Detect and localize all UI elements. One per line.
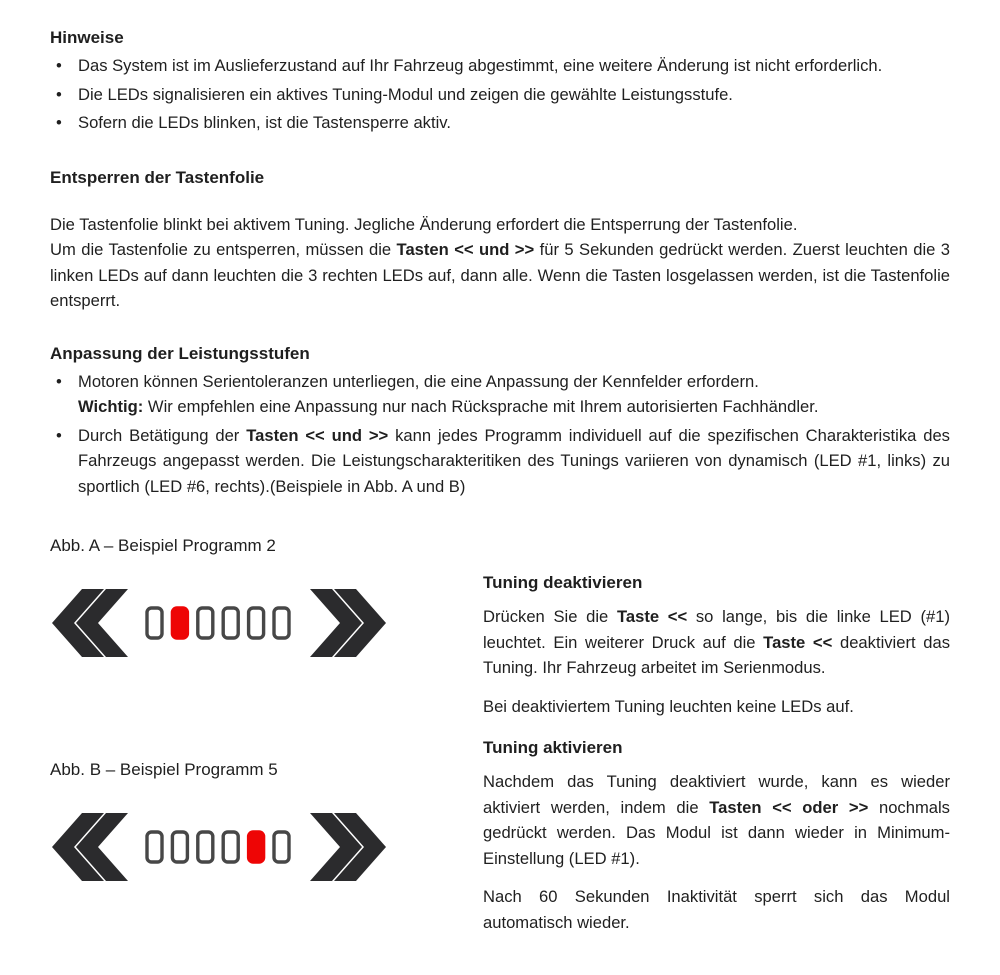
hinweise-list [50, 53, 950, 136]
led-inactive-icon [249, 608, 264, 638]
led-inactive-icon [223, 608, 238, 638]
text-segment: nochmals gedrückt werden. Das Modul ist dann wieder in Minimum-Einstellung (LED #1). [483, 797, 950, 868]
section-title-hinweise: Hinweise [50, 28, 124, 47]
paragraph [483, 769, 950, 871]
text-segment-bold: Tasten << und >> [396, 240, 535, 259]
text-segment: so lange, bis die linke LED (#1) leuchtet. Ein weiterer Druck auf die [483, 607, 950, 652]
text-segment-bold: Tasten << und >> [246, 425, 389, 445]
led-inactive-icon [274, 832, 289, 862]
led-inactive-icon [198, 832, 213, 862]
led-active-icon [172, 608, 187, 638]
paragraph: Nach 60 Sekunden Inaktivität sperrt sich das Modul automatisch wieder. [483, 887, 950, 932]
text-segment-bold: Wichtig: [78, 397, 144, 416]
text-segment: Durch Betätigung der [78, 425, 247, 445]
text-segment: Um die Tastenfolie zu entsperren, müssen die [50, 240, 397, 259]
section-title-entsperren: Entsperren der Tastenfolie [50, 167, 265, 187]
paragraph [483, 604, 950, 681]
led-inactive-icon [274, 608, 289, 638]
led-inactive-icon [198, 608, 213, 638]
text-segment-bold: Tasten << oder >> [709, 797, 869, 817]
text-segment: Nachdem das Tuning deaktiviert wurde, kann es wieder aktiviert werden, indem die [483, 772, 950, 817]
led-inactive-icon [147, 832, 162, 862]
paragraph: Bei deaktiviertem Tuning leuchten keine LEDs auf. [483, 696, 854, 716]
section-title-tuning-deaktivieren: Tuning deaktivieren [483, 573, 643, 592]
instructions-column [483, 571, 950, 948]
text-segment-bold: Taste << [763, 632, 833, 652]
led-active-icon [249, 832, 264, 862]
list-item [50, 369, 950, 420]
section-title-tuning-aktivieren: Tuning aktivieren [483, 738, 623, 757]
figures-and-instructions [50, 535, 950, 948]
paragraph [50, 237, 950, 314]
text-segment: Motoren können Serientoleranzen unterliegen, die eine Anpassung der Kennfelder erfordern. [78, 371, 759, 391]
figures-column [50, 535, 483, 948]
paragraph-line: Die Tastenfolie blinkt bei aktivem Tuning. Jegliche Änderung erfordert die Entsperrung der Tastenfolie. [50, 214, 798, 234]
text-segment: deaktiviert das Tuning. Ihr Fahrzeug arbeitet im Serienmodus. [483, 632, 951, 677]
text-segment: für 5 Sekunden gedrückt werden. Zuerst leuchten die 3 linken LEDs auf dann leuchten die 3 rechten LEDs auf, dann alle. Wenn die Tasten losgelassen werden, ist die Tastenfolie entsperrt. [50, 240, 951, 310]
text-segment: kann jedes Programm individuell auf die spezifischen Charakteristika des Fahrzeugs angepasst werden. Die Leistungscharakteritiken des Tunings variieren von dynamisch (LED #1, links) zu sportlich (LED #6, rechts).(Beispiele in Abb. A und B) [78, 425, 950, 496]
led-inactive-icon [147, 608, 162, 638]
led-inactive-icon [223, 832, 238, 862]
led-inactive-icon [172, 832, 187, 862]
text-segment-bold: Taste << [616, 607, 688, 626]
anpassung-list [50, 369, 950, 500]
list-item: • Das System ist im Auslieferzustand auf Ihr Fahrzeug abgestimmt, eine weitere Änderung ist nicht erforderlich. [50, 53, 950, 79]
led-display-figure-b [52, 811, 386, 883]
entsperren-paragraph [50, 212, 950, 314]
led-display-figure-a [52, 587, 386, 659]
list-item: • Sofern die LEDs blinken, ist die Tastensperre aktiv. [50, 110, 950, 136]
section-title-anpassung: Anpassung der Leistungsstufen [50, 343, 310, 363]
figure-a-caption: Abb. A – Beispiel Programm 2 [50, 536, 276, 555]
text-segment: Wir empfehlen eine Anpassung nur nach Rücksprache mit Ihrem autorisierten Fachhändler. [143, 397, 819, 416]
figure-b-caption: Abb. B – Beispiel Programm 5 [50, 760, 278, 779]
text-segment: Drücken Sie die [483, 607, 617, 626]
list-item [50, 423, 950, 500]
list-item: • Die LEDs signalisieren ein aktives Tuning-Modul und zeigen die gewählte Leistungsstufe. [50, 82, 950, 108]
